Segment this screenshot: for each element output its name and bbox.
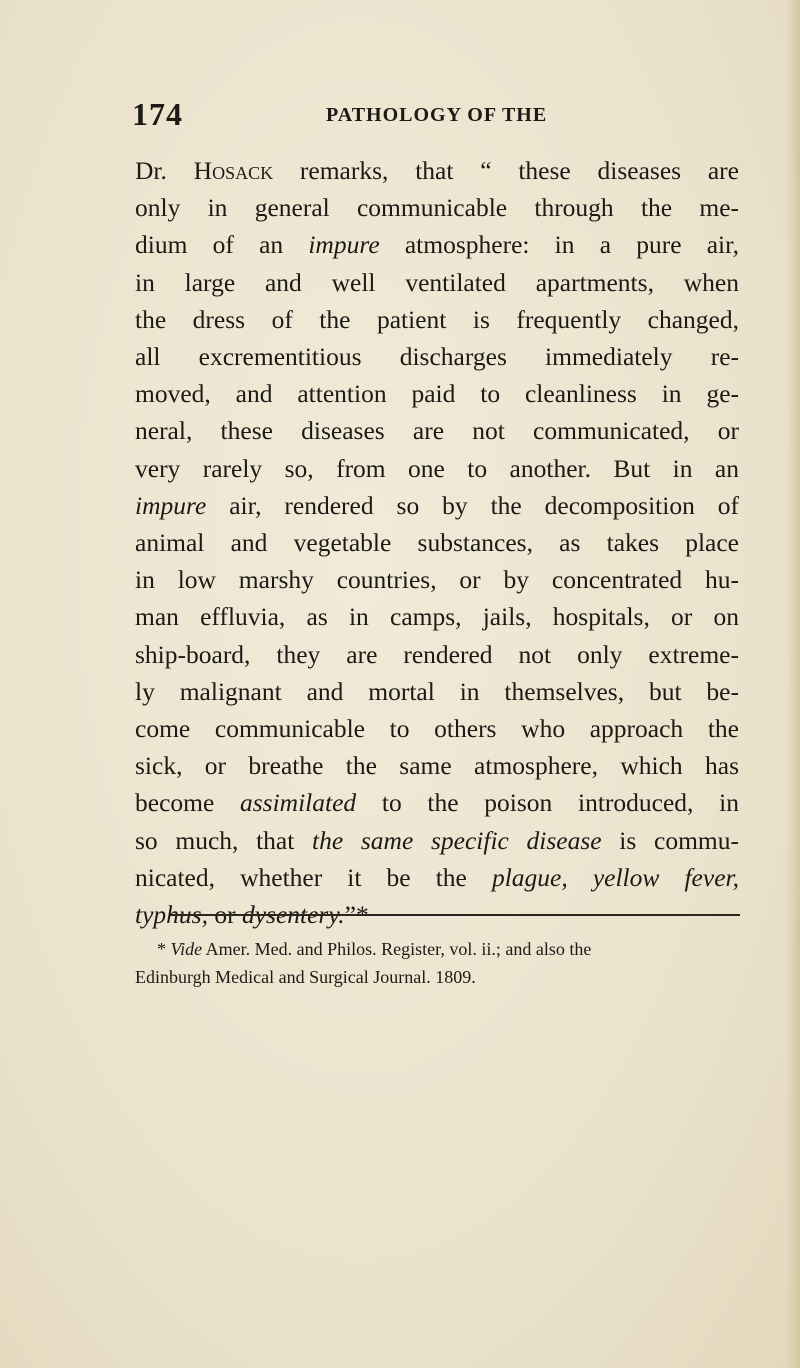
page-number: 174 (132, 96, 183, 132)
italic-run: dysentery. (241, 900, 345, 930)
footnote-line (135, 935, 739, 963)
running-header (132, 96, 712, 136)
footnote-marker: ”* (344, 900, 369, 930)
italic-run: the same specific disease (312, 825, 602, 855)
text-line (135, 226, 739, 263)
italic-run: assimilated (240, 788, 357, 818)
text-line: sick, or breathe the same atmosphere, which has (135, 751, 739, 781)
text-line (135, 784, 739, 821)
text-line: come communicable to others who approach the (135, 714, 739, 744)
text-line: ship-board, they are rendered not only extreme- (135, 639, 739, 669)
text-run: or (207, 900, 242, 930)
footnote (135, 935, 739, 991)
text-line: only in general communicable through the me- (135, 193, 739, 223)
text-run: Dr. (135, 156, 194, 185)
text-line (135, 859, 739, 896)
text-line (135, 487, 739, 524)
italic-run: plague, yellow fever, (491, 862, 739, 892)
text-run: air, rendered so by the decomposition of (206, 490, 739, 520)
text-line: the dress of the patient is frequently changed, (135, 304, 739, 334)
author-name: Hosack (193, 156, 274, 185)
text-run: atmosphere: in a pure air, (379, 230, 739, 260)
text-line: in low marshy countries, or by concentrated hu- (135, 565, 739, 595)
text-run: is commu- (601, 825, 739, 855)
text-line: moved, and attention paid to cleanliness in ge- (135, 379, 739, 409)
text-line (135, 822, 739, 859)
text-run: become (135, 788, 240, 818)
running-title: PATHOLOGY OF THE (326, 104, 548, 126)
text-run: Amer. Med. and Philos. Register, vol. ii.; and also the (202, 939, 592, 959)
text-line: in large and well ventilated apartments, when (135, 267, 739, 297)
text-run: to the poison introduced, in (356, 788, 739, 818)
text-line: neral, these diseases are not communicated, or (135, 416, 739, 446)
text-line: man effluvia, as in camps, jails, hospitals, or on (135, 602, 739, 632)
text-run: nicated, whether it be the (135, 862, 492, 892)
body-paragraph (135, 152, 739, 933)
text-line (135, 152, 739, 189)
text-line: ly malignant and mortal in themselves, but be- (135, 676, 739, 706)
text-line: very rarely so, from one to another. But in an (135, 453, 739, 483)
italic-run: Vide (170, 939, 203, 959)
page-edge (786, 0, 800, 1368)
italic-run: impure (135, 490, 207, 520)
text-run: so much, that (135, 825, 313, 855)
text-run: dium of an (135, 230, 309, 260)
text-run: remarks, that “ these diseases are (273, 156, 739, 185)
footnote-rule (170, 914, 740, 916)
text-line: animal and vegetable substances, as takes place (135, 528, 739, 558)
footnote-asterisk: * (157, 939, 171, 959)
footnote-line: Edinburgh Medical and Surgical Journal. 1809. (135, 967, 476, 987)
text-line: all excrementitious discharges immediately re- (135, 342, 739, 372)
italic-run: typhus, (135, 900, 208, 930)
italic-run: impure (308, 230, 380, 260)
